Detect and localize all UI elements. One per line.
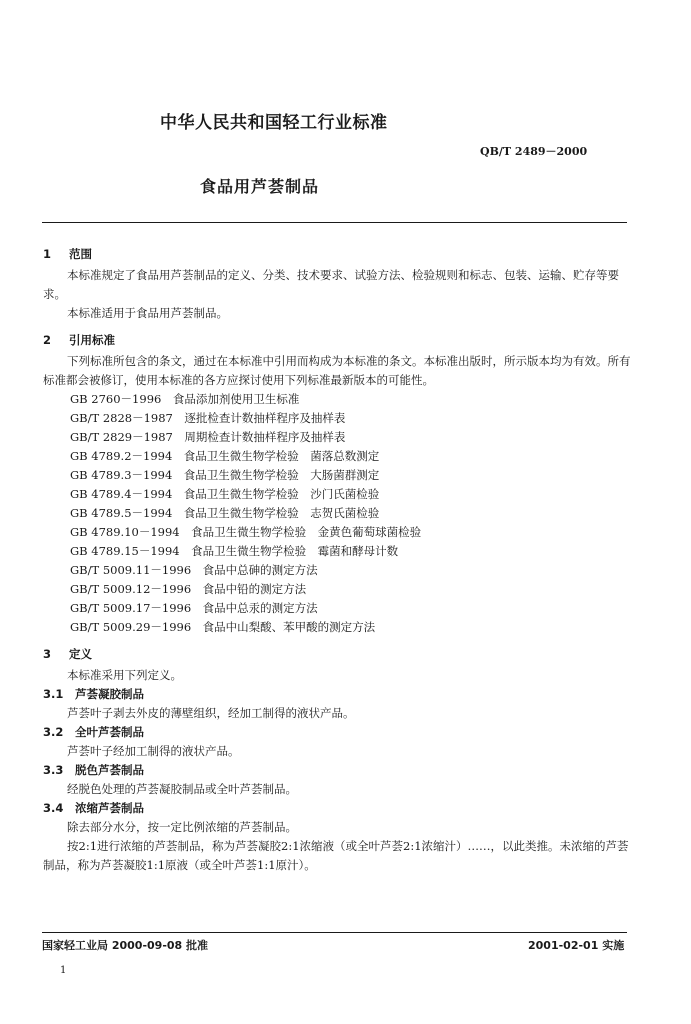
reference-item: GB 4789.4－1994 食品卫生微生物学检验 沙门氏菌检验 — [70, 487, 380, 501]
section-heading-scope — [43, 245, 633, 264]
reference-item: GB 4789.3－1994 食品卫生微生物学检验 大肠菌群测定 — [70, 468, 380, 482]
definition-tail: 按2:1进行浓缩的芦荟制品，称为芦荟凝胶2:1浓缩液（或全叶芦荟2:1浓缩汁）……，以此类推。未浓缩的芦荟制品，称为芦荟凝胶1:1原液（或全叶芦荟1:1原汁）。 — [43, 839, 629, 872]
section-heading-refs — [43, 331, 633, 350]
definition-number: 3.3 — [43, 763, 64, 777]
definition-text: 经脱色处理的芦荟凝胶制品或全叶芦荟制品。 — [67, 782, 297, 796]
section-number: 1 — [43, 247, 52, 261]
reference-item: GB 4789.5－1994 食品卫生微生物学检验 志贺氏菌检验 — [70, 506, 380, 520]
footer-rule — [42, 932, 627, 933]
section-title: 定义 — [69, 647, 92, 661]
reference-item: GB 4789.15－1994 食品卫生微生物学检验 霉菌和酵母计数 — [70, 544, 399, 558]
definition-text: 除去部分水分，按一定比例浓缩的芦荟制品。 — [67, 820, 297, 834]
reference-item: GB/T 2829－1987 周期检查计数抽样程序及抽样表 — [70, 430, 346, 444]
org-title: 中华人民共和国轻工行业标准 — [160, 113, 388, 133]
definition-text: 芦荟叶子剥去外皮的薄壁组织，经加工制得的液状产品。 — [67, 706, 355, 720]
reference-item: GB/T 2828－1987 逐批检查计数抽样程序及抽样表 — [70, 411, 346, 425]
scope-paragraph: 本标准适用于食品用芦荟制品。 — [67, 306, 228, 320]
defs-intro: 本标准采用下列定义。 — [67, 668, 182, 682]
refs-intro: 下列标准所包含的条文，通过在本标准中引用而构成为本标准的条文。本标准出版时，所示版本均为有效。所有标准都会被修订，使用本标准的各方应探讨使用下列标准最新版本的可能性。 — [43, 354, 631, 387]
definition-text: 芦荟叶子经加工制得的液状产品。 — [67, 744, 240, 758]
definition-term-text: 脱色芦荟制品 — [75, 763, 144, 777]
reference-item: GB 4789.2－1994 食品卫生微生物学检验 菌落总数测定 — [70, 449, 380, 463]
scope-paragraph: 本标准规定了食品用芦荟制品的定义、分类、技术要求、试验方法、检验规则和标志、包装、运输、贮存等要求。 — [43, 268, 619, 301]
body-content — [43, 245, 633, 875]
reference-item: GB 2760－1996 食品添加剂使用卫生标准 — [70, 392, 300, 406]
standard-number: QB/T 2489－2000 — [480, 145, 588, 158]
section-title: 引用标准 — [69, 333, 115, 347]
page-number: 1 — [60, 965, 67, 976]
reference-item: GB 4789.10－1994 食品卫生微生物学检验 金黄色葡萄球菌检验 — [70, 525, 422, 539]
definition-term — [43, 685, 633, 704]
section-number: 2 — [43, 333, 52, 347]
header-rule — [42, 222, 627, 223]
definition-term — [43, 761, 633, 780]
section-title: 范围 — [69, 247, 92, 261]
definition-term-text: 浓缩芦荟制品 — [75, 801, 144, 815]
approval-date: 国家轻工业局 2000-09-08 批准 — [42, 939, 209, 952]
definition-term-text: 芦荟凝胶制品 — [75, 687, 144, 701]
reference-item: GB/T 5009.29－1996 食品中山梨酸、苯甲酸的测定方法 — [70, 620, 376, 634]
reference-item: GB/T 5009.17－1996 食品中总汞的测定方法 — [70, 601, 318, 615]
section-heading-defs — [43, 645, 633, 664]
effective-date: 2001-02-01 实施 — [528, 939, 625, 952]
reference-item: GB/T 5009.11－1996 食品中总砷的测定方法 — [70, 563, 318, 577]
document-title: 食品用芦荟制品 — [200, 177, 320, 196]
definition-term-text: 全叶芦荟制品 — [75, 725, 144, 739]
section-number: 3 — [43, 647, 52, 661]
definition-term — [43, 799, 633, 818]
definition-number: 3.4 — [43, 801, 64, 815]
definition-number: 3.2 — [43, 725, 64, 739]
definition-number: 3.1 — [43, 687, 64, 701]
definition-term — [43, 723, 633, 742]
reference-item: GB/T 5009.12－1996 食品中铅的测定方法 — [70, 582, 307, 596]
